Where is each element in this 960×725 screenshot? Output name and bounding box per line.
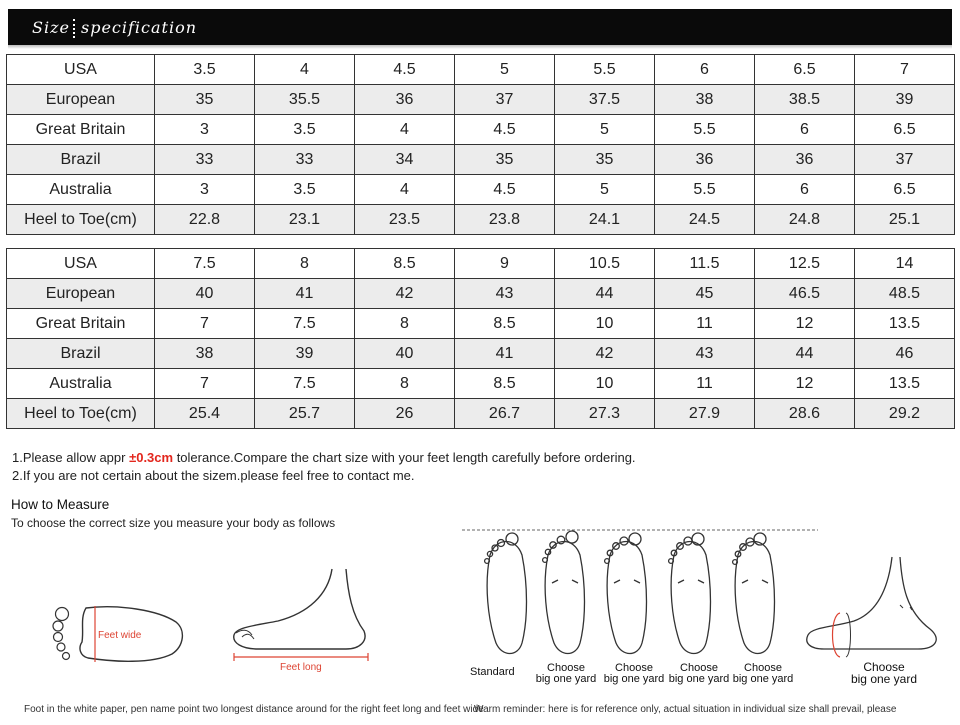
tolerance-value: ±0.3cm xyxy=(129,450,174,465)
row-label: USA xyxy=(6,54,155,85)
size-cell: 27.3 xyxy=(555,399,655,429)
choose-label-5 xyxy=(846,661,922,685)
size-cell: 13.5 xyxy=(855,309,955,339)
size-row xyxy=(6,115,955,145)
size-cell: 10.5 xyxy=(555,248,655,279)
choose-line2: big one yard xyxy=(603,673,665,685)
choose-line1: Choose xyxy=(547,662,585,674)
caption-right: Warm reminder: here is for reference only, actual situation in individual size shall prevail, please xyxy=(474,704,897,715)
size-cell: 4.5 xyxy=(455,115,555,145)
size-cell: 22.8 xyxy=(155,205,255,235)
note-1 xyxy=(12,449,636,467)
choose-line2: big one yard xyxy=(732,673,794,685)
size-row xyxy=(6,339,955,369)
row-label: European xyxy=(6,85,155,115)
size-cell: 27.9 xyxy=(655,399,755,429)
foot-shapes-comparison-icon xyxy=(460,525,820,665)
size-cell: 5.5 xyxy=(655,115,755,145)
size-cell: 4 xyxy=(355,115,455,145)
size-cell: 36 xyxy=(355,85,455,115)
size-cell: 6.5 xyxy=(755,54,855,85)
size-cell: 3.5 xyxy=(255,175,355,205)
size-cell: 8.5 xyxy=(355,248,455,279)
size-table-1 xyxy=(6,54,955,235)
size-cell: 35 xyxy=(155,85,255,115)
size-cell: 5.5 xyxy=(555,54,655,85)
size-row xyxy=(6,399,955,429)
size-cell: 38 xyxy=(155,339,255,369)
note-1-pre: 1.Please allow appr xyxy=(12,450,130,465)
size-cell: 37 xyxy=(855,145,955,175)
size-cell: 4.5 xyxy=(355,54,455,85)
foot-heel-gap-icon xyxy=(800,555,950,660)
choose-label-4 xyxy=(729,663,797,685)
size-row xyxy=(6,145,955,175)
size-cell: 41 xyxy=(455,339,555,369)
size-cell: 46.5 xyxy=(755,279,855,309)
choose-label-2 xyxy=(600,663,668,685)
size-cell: 6 xyxy=(655,54,755,85)
choose-line2: big one yard xyxy=(668,673,730,685)
feet-long-label: Feet long xyxy=(280,662,322,673)
size-cell: 33 xyxy=(255,145,355,175)
size-cell: 3 xyxy=(155,175,255,205)
choose-label-3 xyxy=(665,663,733,685)
size-cell: 42 xyxy=(555,339,655,369)
size-cell: 39 xyxy=(855,85,955,115)
size-cell: 4.5 xyxy=(455,175,555,205)
size-cell: 46 xyxy=(855,339,955,369)
size-cell: 25.7 xyxy=(255,399,355,429)
size-cell: 8 xyxy=(355,309,455,339)
header-divider xyxy=(73,19,75,38)
size-cell: 4 xyxy=(355,175,455,205)
size-cell: 12.5 xyxy=(755,248,855,279)
note-1-post: tolerance.Compare the chart size with your feet length carefully before ordering. xyxy=(173,450,636,465)
size-cell: 23.8 xyxy=(455,205,555,235)
size-cell: 10 xyxy=(555,369,655,399)
row-label: Australia xyxy=(6,175,155,205)
size-row xyxy=(6,369,955,399)
size-cell: 10 xyxy=(555,309,655,339)
size-cell: 5 xyxy=(555,115,655,145)
row-label: Brazil xyxy=(6,339,155,369)
size-cell: 11 xyxy=(655,309,755,339)
size-cell: 14 xyxy=(855,248,955,279)
row-label: Australia xyxy=(6,369,155,399)
size-cell: 12 xyxy=(755,369,855,399)
size-cell: 13.5 xyxy=(855,369,955,399)
size-cell: 7.5 xyxy=(255,309,355,339)
size-cell: 4 xyxy=(255,54,355,85)
size-cell: 41 xyxy=(255,279,355,309)
size-cell: 37 xyxy=(455,85,555,115)
size-cell: 36 xyxy=(655,145,755,175)
size-cell: 38 xyxy=(655,85,755,115)
header-bar xyxy=(8,9,952,45)
standard-label: Standard xyxy=(470,666,515,678)
size-cell: 3 xyxy=(155,115,255,145)
feet-wide-label: Feet wide xyxy=(98,630,142,641)
header-shadow xyxy=(8,45,952,49)
size-cell: 11.5 xyxy=(655,248,755,279)
size-cell: 38.5 xyxy=(755,85,855,115)
row-label: USA xyxy=(6,248,155,279)
size-cell: 26.7 xyxy=(455,399,555,429)
row-label: Heel to Toe(cm) xyxy=(6,205,155,235)
size-cell: 6.5 xyxy=(855,175,955,205)
choose-label-1 xyxy=(532,663,600,685)
row-label: Brazil xyxy=(6,145,155,175)
how-to-measure-subtitle: To choose the correct size you measure your body as follows xyxy=(11,516,336,530)
header-size: Size xyxy=(32,18,70,37)
row-label: Great Britain xyxy=(6,115,155,145)
size-cell: 48.5 xyxy=(855,279,955,309)
choose-line2: big one yard xyxy=(850,672,918,686)
size-cell: 9 xyxy=(455,248,555,279)
choose-line1: Choose xyxy=(863,660,905,674)
choose-line1: Choose xyxy=(744,662,782,674)
size-cell: 33 xyxy=(155,145,255,175)
size-cell: 11 xyxy=(655,369,755,399)
size-row xyxy=(6,54,955,85)
size-row xyxy=(6,309,955,339)
size-cell: 26 xyxy=(355,399,455,429)
how-to-measure-title: How to Measure xyxy=(11,497,110,512)
size-cell: 24.8 xyxy=(755,205,855,235)
size-cell: 7 xyxy=(155,309,255,339)
size-cell: 35 xyxy=(455,145,555,175)
size-cell: 45 xyxy=(655,279,755,309)
choose-line1: Choose xyxy=(615,662,653,674)
foot-side-outline-icon xyxy=(228,565,378,665)
choose-line1: Choose xyxy=(680,662,718,674)
size-cell: 6.5 xyxy=(855,115,955,145)
size-cell: 42 xyxy=(355,279,455,309)
size-cell: 29.2 xyxy=(855,399,955,429)
size-cell: 24.5 xyxy=(655,205,755,235)
size-cell: 7.5 xyxy=(155,248,255,279)
row-label: European xyxy=(6,279,155,309)
size-cell: 12 xyxy=(755,309,855,339)
note-2: 2.If you are not certain about the sizem.please feel free to contact me. xyxy=(12,468,415,483)
size-cell: 36 xyxy=(755,145,855,175)
size-cell: 8 xyxy=(355,369,455,399)
size-row xyxy=(6,175,955,205)
size-cell: 8.5 xyxy=(455,369,555,399)
size-cell: 35.5 xyxy=(255,85,355,115)
size-cell: 39 xyxy=(255,339,355,369)
caption-left: Foot in the white paper, pen name point two longest distance around for the right feet long and feet wide xyxy=(24,704,484,715)
size-cell: 5.5 xyxy=(655,175,755,205)
size-cell: 43 xyxy=(655,339,755,369)
size-cell: 3.5 xyxy=(155,54,255,85)
size-cell: 43 xyxy=(455,279,555,309)
size-cell: 23.1 xyxy=(255,205,355,235)
size-cell: 5 xyxy=(555,175,655,205)
notes xyxy=(12,449,636,485)
size-row xyxy=(6,85,955,115)
size-cell: 37.5 xyxy=(555,85,655,115)
size-cell: 35 xyxy=(555,145,655,175)
size-cell: 3.5 xyxy=(255,115,355,145)
header-specification: specification xyxy=(81,18,198,37)
row-label: Heel to Toe(cm) xyxy=(6,399,155,429)
size-cell: 34 xyxy=(355,145,455,175)
size-cell: 44 xyxy=(555,279,655,309)
size-cell: 25.1 xyxy=(855,205,955,235)
size-cell: 40 xyxy=(355,339,455,369)
size-cell: 7 xyxy=(155,369,255,399)
size-cell: 8 xyxy=(255,248,355,279)
size-cell: 6 xyxy=(755,175,855,205)
size-cell: 44 xyxy=(755,339,855,369)
size-table-2 xyxy=(6,248,955,429)
row-label: Great Britain xyxy=(6,309,155,339)
size-cell: 40 xyxy=(155,279,255,309)
size-cell: 28.6 xyxy=(755,399,855,429)
size-cell: 7 xyxy=(855,54,955,85)
size-row xyxy=(6,279,955,309)
size-row xyxy=(6,205,955,235)
size-cell: 8.5 xyxy=(455,309,555,339)
size-cell: 5 xyxy=(455,54,555,85)
size-cell: 6 xyxy=(755,115,855,145)
size-row xyxy=(6,248,955,279)
choose-line2: big one yard xyxy=(535,673,597,685)
size-cell: 7.5 xyxy=(255,369,355,399)
size-cell: 23.5 xyxy=(355,205,455,235)
size-cell: 24.1 xyxy=(555,205,655,235)
size-cell: 25.4 xyxy=(155,399,255,429)
